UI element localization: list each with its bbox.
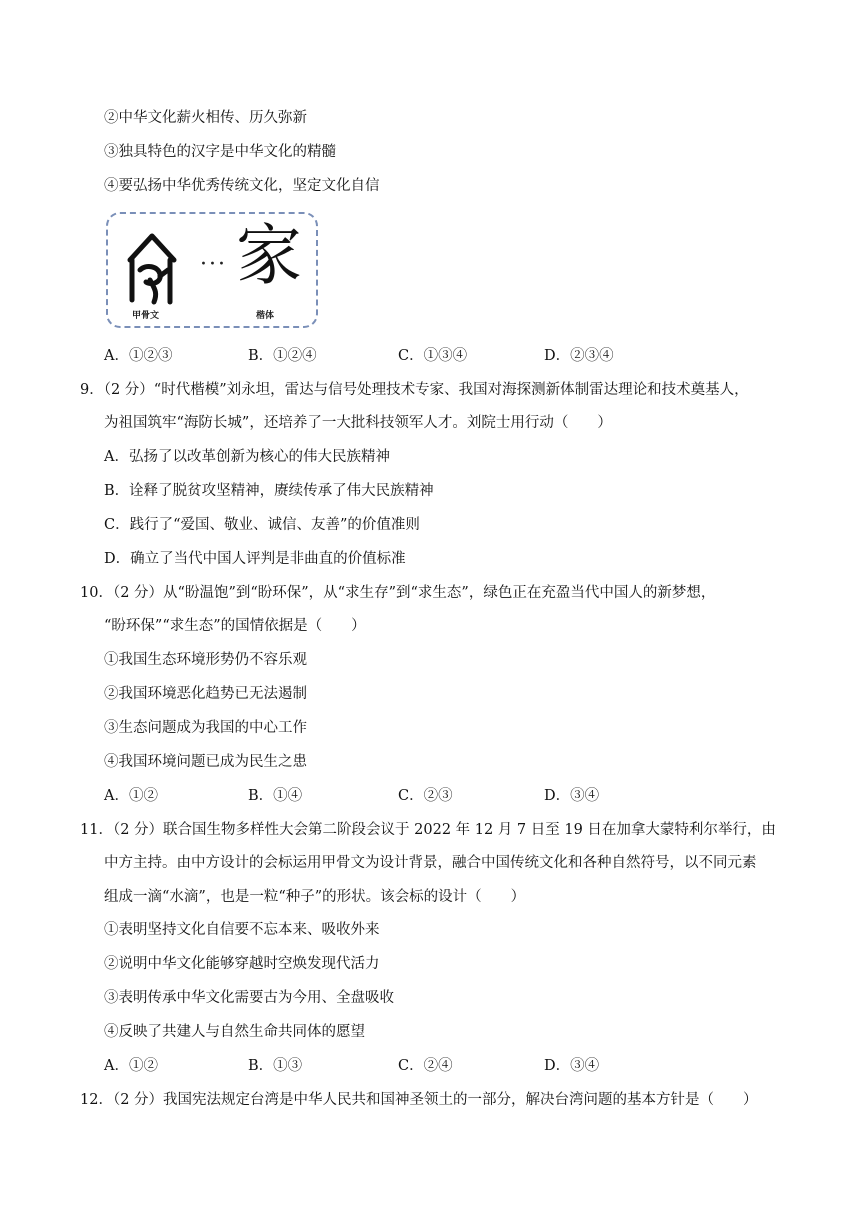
q10-stem-line-2: “盼环保”“求生态”的国情依据是（ ） <box>104 618 366 634</box>
q9-stem-line-1: 9．（2 分）“时代楷模”刘永坦，雷达与信号处理技术专家、我国对海探测新体制雷达理论和技术奠基人， <box>80 382 749 398</box>
q11-option-a[interactable]: A．①② <box>104 1058 158 1074</box>
q10-statement-4: ④我国环境问题已成为民生之患 <box>104 754 307 770</box>
q11-option-d[interactable]: D．③④ <box>544 1058 600 1074</box>
q8-option-b[interactable]: B．①②④ <box>248 348 317 364</box>
q9-stem-line-2: 为祖国筑牢“海防长城”，还培养了一大批科技领军人才。刘院士用行动（ ） <box>104 415 612 431</box>
oracle-bone-to-kaishu-figure <box>106 212 318 328</box>
q9-option-a[interactable]: A．弘扬了以改革创新为核心的伟大民族精神 <box>104 449 390 465</box>
q11-stem-line-2: 中方主持。由中方设计的会标运用甲骨文为设计背景，融合中国传统文化和各种自然符号，以不同元素 <box>104 855 757 871</box>
ellipsis-dots: ··· <box>200 252 227 277</box>
q8-statement-2: ②中华文化薪火相传、历久弥新 <box>104 110 307 126</box>
q11-statement-2: ②说明中华文化能够穿越时空焕发现代活力 <box>104 956 380 972</box>
q9-option-c[interactable]: C．践行了“爱国、敬业、诚信、友善”的价值准则 <box>104 517 420 533</box>
q8-statement-3: ③独具特色的汉字是中华文化的精髓 <box>104 144 336 160</box>
q8-option-c[interactable]: C．①③④ <box>398 348 468 364</box>
q10-stem-line-1: 10．（2 分）从“盼温饱”到“盼环保”，从“求生存”到“求生态”，绿色正在充盈当代中国人的新梦想， <box>80 585 716 601</box>
q11-statement-4: ④反映了共建人与自然生命共同体的愿望 <box>104 1024 365 1040</box>
q9-option-d[interactable]: D．确立了当代中国人评判是非曲直的价值标准 <box>104 551 406 567</box>
q11-stem-line-3: 组成一滴“水滴”，也是一粒“种子”的形状。该会标的设计（ ） <box>104 889 526 905</box>
oracle-bone-caption: 甲骨文 <box>132 311 160 321</box>
q10-statement-3: ③生态问题成为我国的中心工作 <box>104 720 307 736</box>
q10-option-a[interactable]: A．①② <box>104 788 158 804</box>
q12-stem-line-1: 12．（2 分）我国宪法规定台湾是中华人民共和国神圣领土的一部分，解决台湾问题的基本方针是（ ） <box>80 1092 758 1108</box>
q11-stem-line-1: 11．（2 分）联合国生物多样性大会第二阶段会议于 2022 年 12 月 7 日至 19 日在加拿大蒙特利尔举行，由 <box>80 822 776 838</box>
oracle-bone-jia-glyph <box>124 230 180 310</box>
q10-option-b[interactable]: B．①④ <box>248 788 303 804</box>
q8-option-a[interactable]: A．①②③ <box>104 348 173 364</box>
kaishu-caption: 楷体 <box>256 311 275 321</box>
q8-statement-4: ④要弘扬中华优秀传统文化，坚定文化自信 <box>104 178 380 194</box>
q11-option-c[interactable]: C．②④ <box>398 1058 453 1074</box>
kaishu-character: 家 <box>236 217 302 294</box>
q10-option-d[interactable]: D．③④ <box>544 788 600 804</box>
q10-statement-2: ②我国环境恶化趋势已无法遏制 <box>104 686 307 702</box>
q11-option-b[interactable]: B．①③ <box>248 1058 303 1074</box>
q8-option-d[interactable]: D．②③④ <box>544 348 614 364</box>
q11-statement-1: ①表明坚持文化自信要不忘本来、吸收外来 <box>104 922 380 938</box>
q10-statement-1: ①我国生态环境形势仍不容乐观 <box>104 652 307 668</box>
q11-statement-3: ③表明传承中华文化需要古为今用、全盘吸收 <box>104 990 394 1006</box>
q9-option-b[interactable]: B．诠释了脱贫攻坚精神，赓续传承了伟大民族精神 <box>104 483 434 499</box>
q10-option-c[interactable]: C．②③ <box>398 788 453 804</box>
